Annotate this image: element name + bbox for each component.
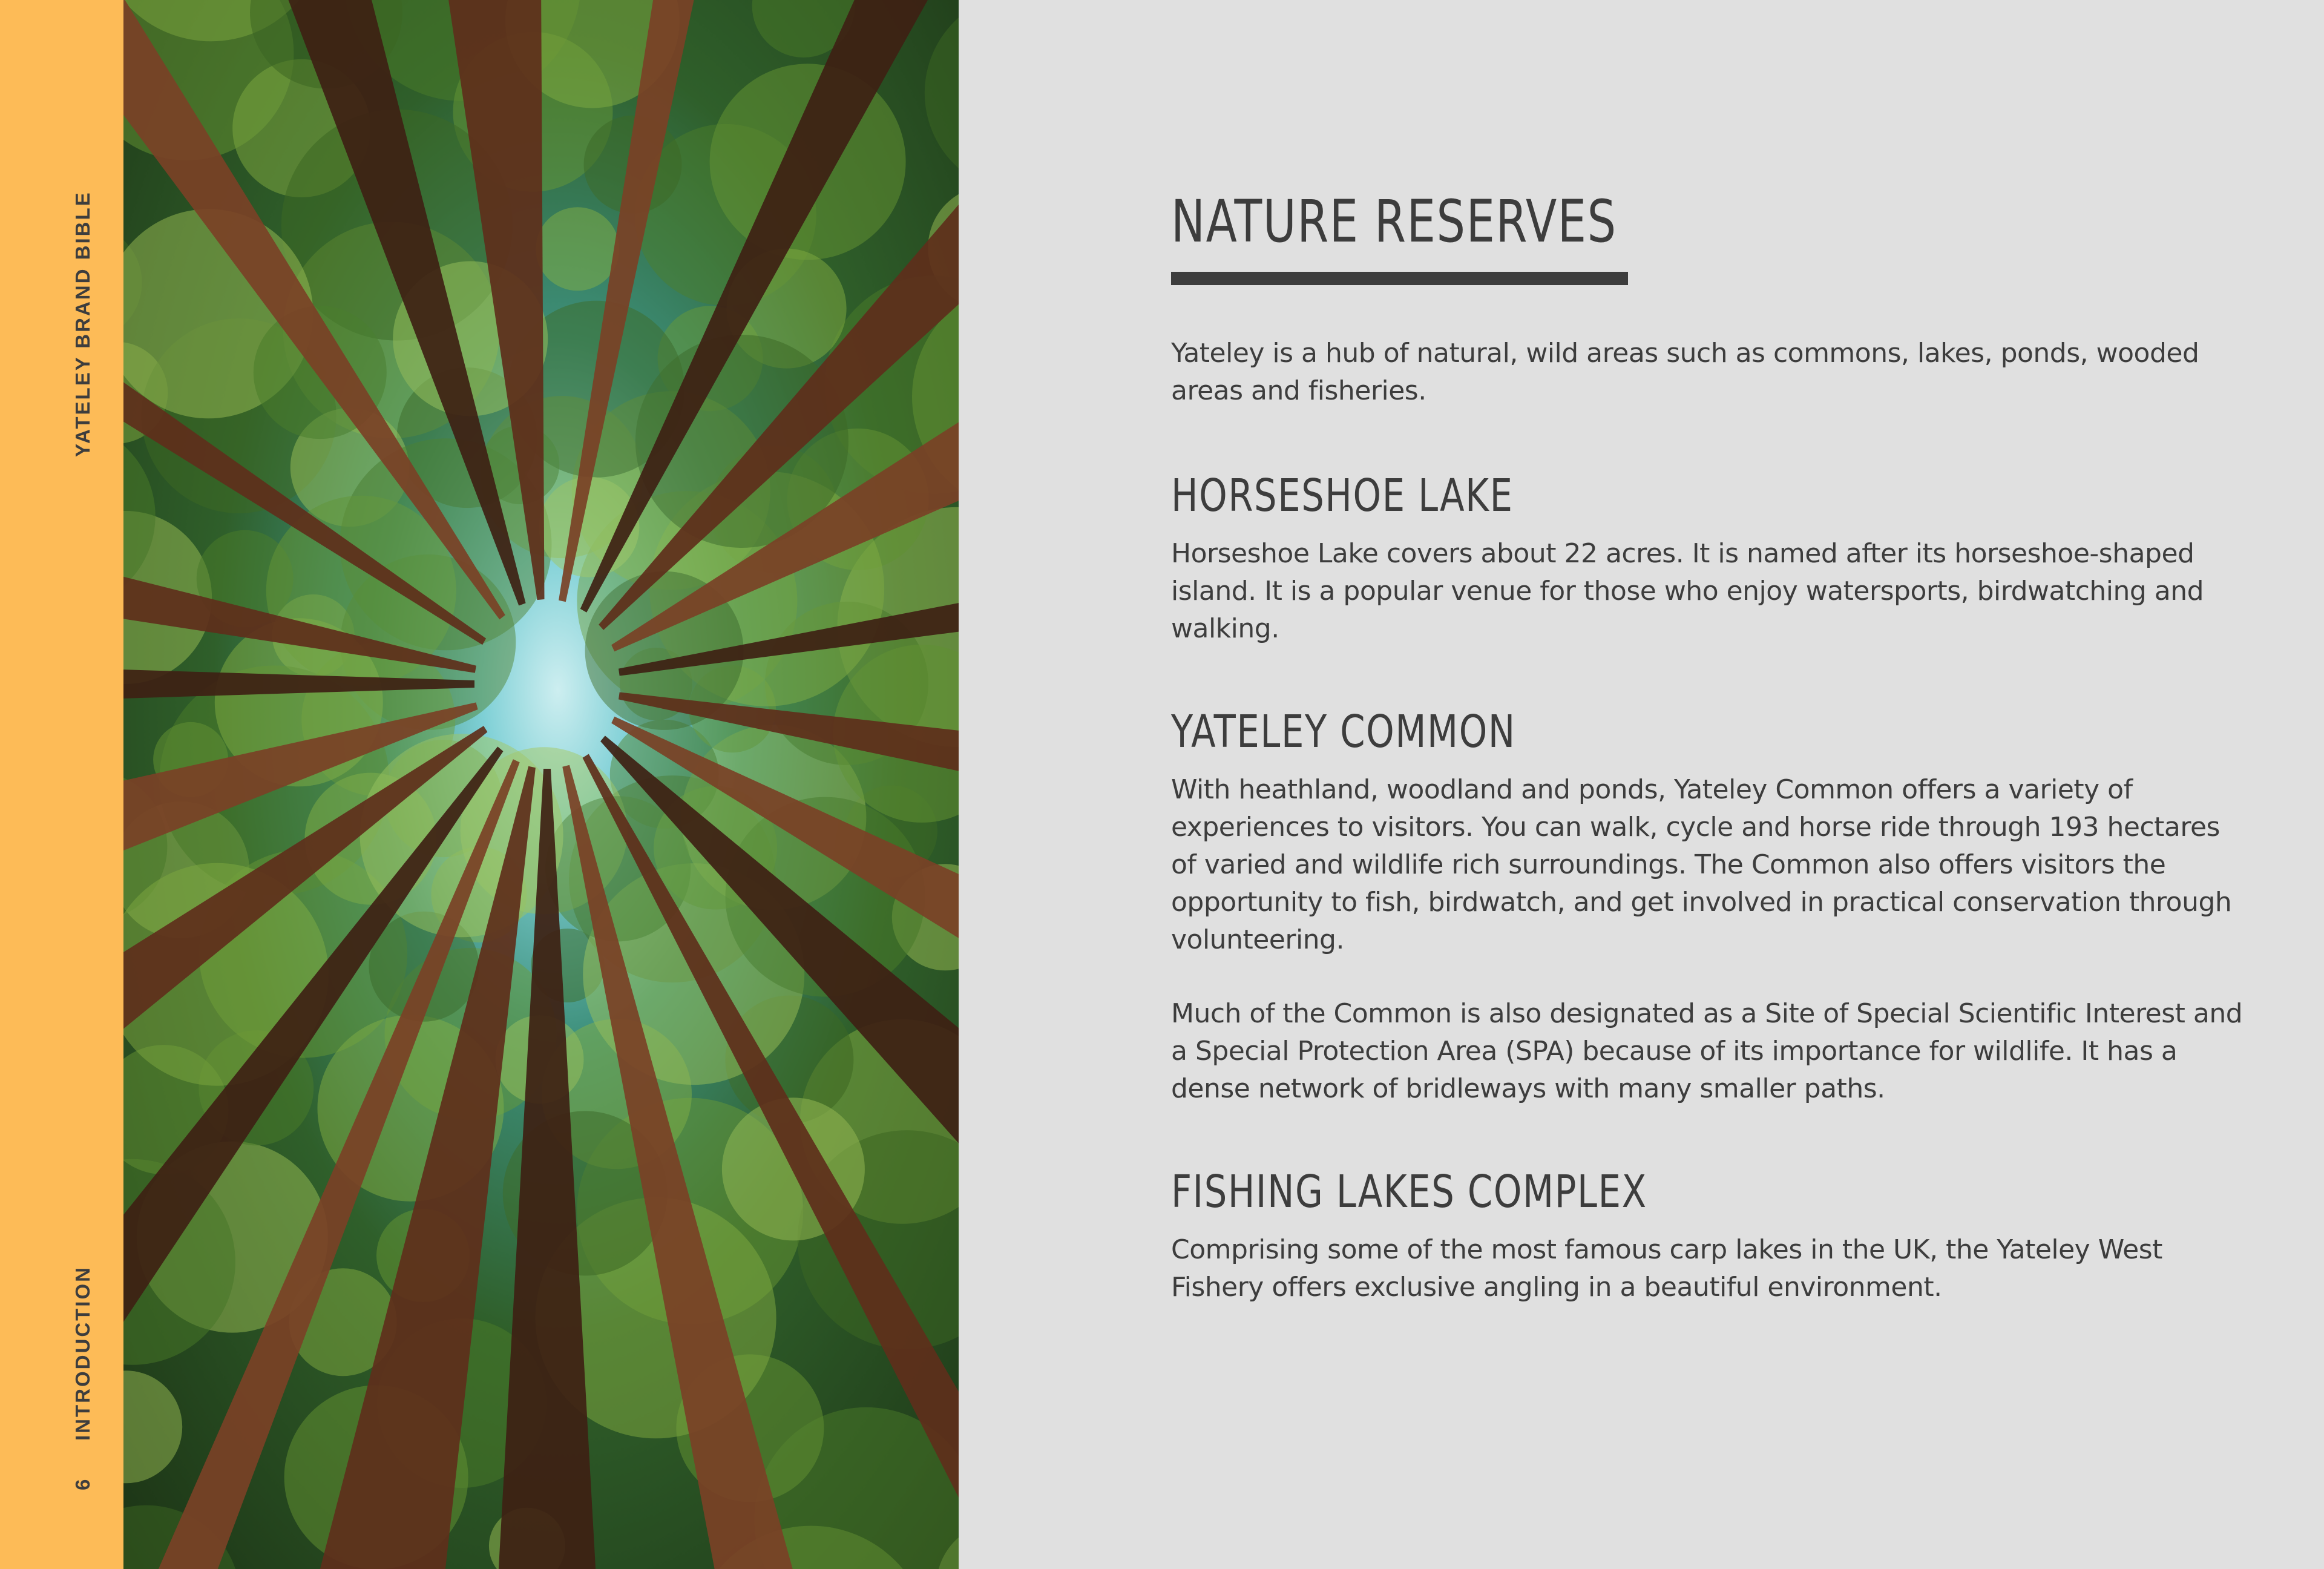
- page-number: 6: [71, 1477, 94, 1490]
- title-underline: [1171, 272, 1628, 285]
- section-body-horseshoe-lake: Horseshoe Lake covers about 22 acres. It is named after its horseshoe-shaped island. It is a popular venue for those who enjoy watersports, birdwatching and walking.: [1171, 538, 2204, 644]
- section-heading-fishing-lakes: FISHING LAKES COMPLEX: [1171, 1166, 1647, 1218]
- section-body-yateley-common-1: With heathland, woodland and ponds, Yateley Common offers a variety of experiences to visitors. You can walk, cycle and horse ride through 193 hectares of varied and wildlife rich surroundings. The Common also offers visitors the opportunity to fish, birdwatch, and get involved in practical conservation through volunteering.: [1171, 774, 2232, 955]
- intro-paragraph: Yateley is a hub of natural, wild areas such as commons, lakes, ponds, wooded areas and fisheries.: [1171, 338, 2199, 406]
- section-heading-horseshoe-lake: HORSESHOE LAKE: [1171, 470, 1514, 522]
- forest-canopy-icon: [123, 0, 959, 1569]
- section-body-yateley-common-2: Much of the Common is also designated as a Site of Special Scientific Interest and a Special Protection Area (SPA) because of its importance for wildlife. It has a dense network of bridleways with many smaller paths.: [1171, 998, 2243, 1104]
- page-title: NATURE RESERVES: [1171, 188, 1617, 255]
- forest-canopy-photo: [123, 0, 959, 1569]
- section-label: INTRODUCTION: [71, 1266, 94, 1441]
- brand-label: YATELEY BRAND BIBLE: [71, 191, 94, 457]
- section-heading-yateley-common: YATELEY COMMON: [1171, 706, 1516, 758]
- sidebar-strip: [0, 0, 123, 1569]
- section-body-fishing-lakes: Comprising some of the most famous carp lakes in the UK, the Yateley West Fishery offers exclusive angling in a beautiful environment.: [1171, 1234, 2162, 1303]
